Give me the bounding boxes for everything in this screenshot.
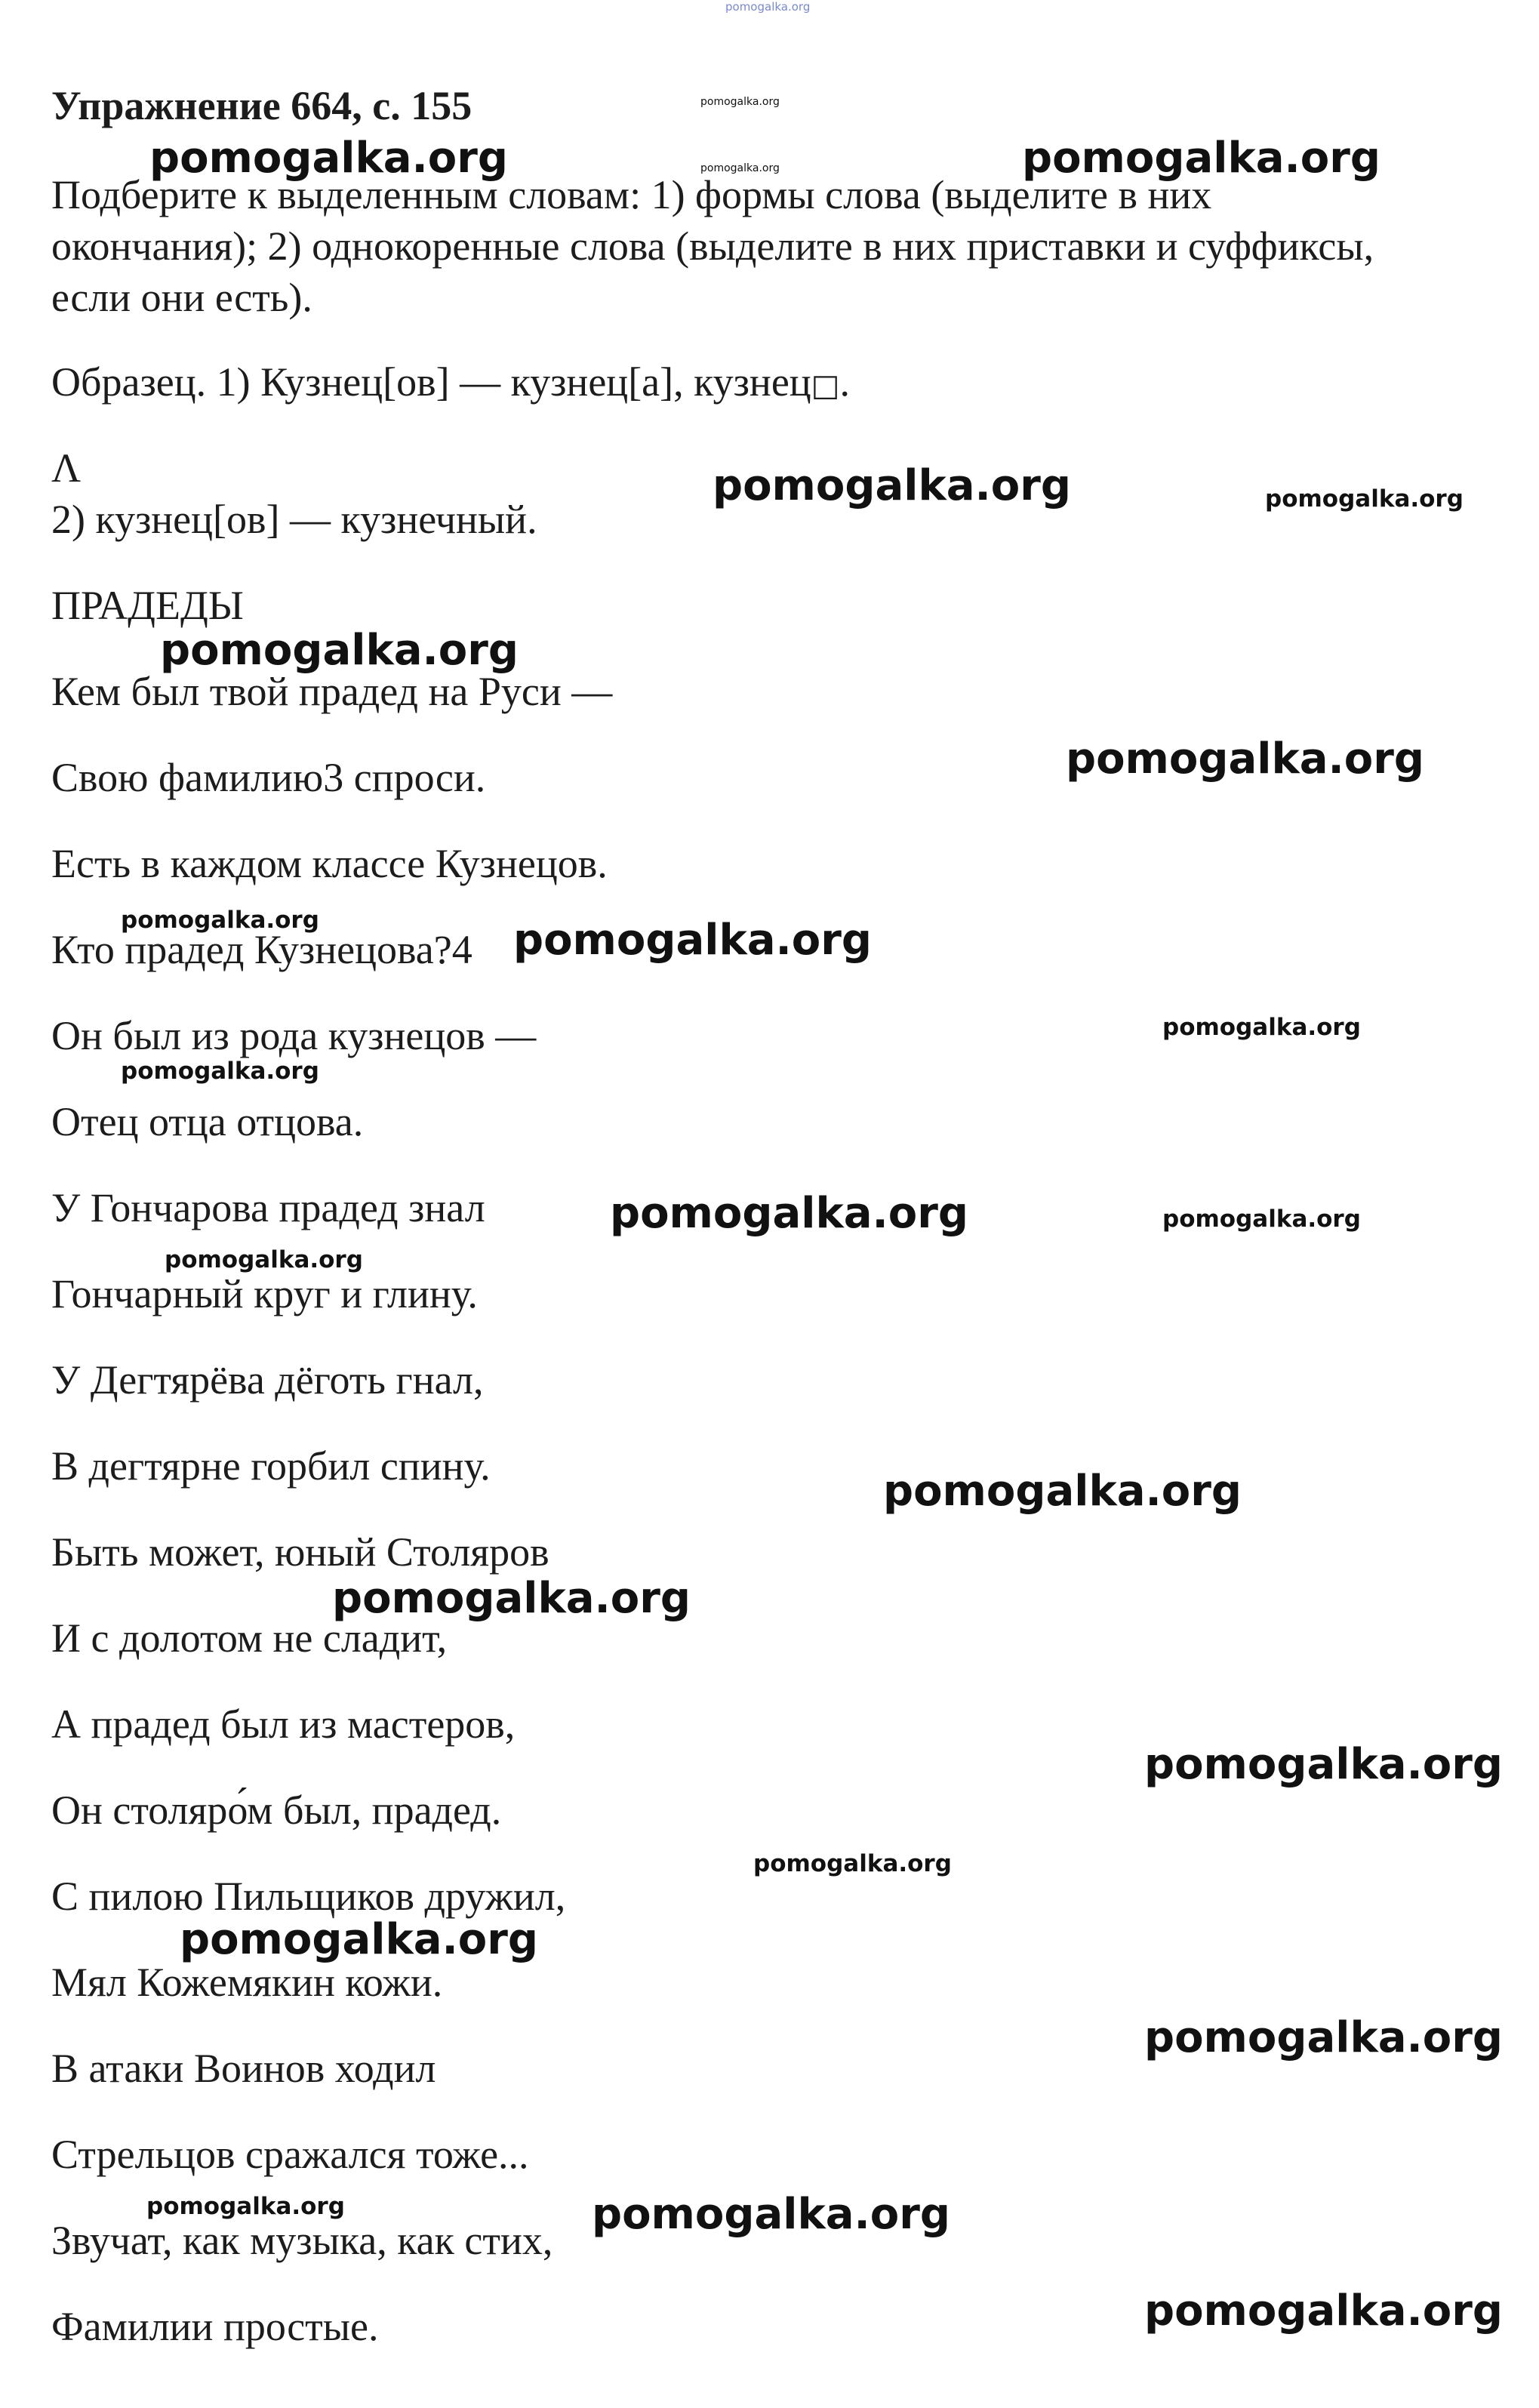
poem-line: А прадед был из мастеров, <box>51 1701 516 1747</box>
watermark: pomogalka.org <box>883 1467 1242 1516</box>
watermark: pomogalka.org <box>592 2190 950 2239</box>
poem-line: Кто прадед Кузнецова?4 <box>51 927 472 972</box>
watermark: pomogalka.org <box>1066 734 1424 784</box>
poem-line: С пилою Пильщиков дружил, <box>51 1874 566 1919</box>
watermark: pomogalka.org <box>1144 2286 1503 2336</box>
poem-line: Он был из рода кузнецов — <box>51 1013 537 1058</box>
example-line-2: 2) кузнец[ов] — кузнечный. <box>51 497 537 542</box>
watermark: pomogalka.org <box>700 162 780 174</box>
poem-line: Мял Кожемякин кожи. <box>51 1960 443 2005</box>
watermark: pomogalka.org <box>332 1574 691 1623</box>
watermark: pomogalka.org <box>1162 1206 1361 1233</box>
watermark: pomogalka.org <box>1144 2013 1503 2062</box>
poem-line: У Дегтярёва дёготь гнал, <box>51 1357 484 1403</box>
watermark: pomogalka.org <box>513 916 872 965</box>
poem-line: И с долотом не сладит, <box>51 1615 448 1661</box>
poem-line: Отец отца отцова. <box>51 1099 364 1144</box>
watermark: pomogalka.org <box>1144 1740 1503 1789</box>
poem-line: Свою фамилию3 спроси. <box>51 755 486 800</box>
poem-line: В дегтярне горбил спину. <box>51 1443 491 1489</box>
watermark: pomogalka.org <box>713 461 1071 510</box>
lambda-mark: Λ <box>51 445 82 491</box>
exercise-title: Упражнение 664, с. 155 <box>51 83 472 128</box>
watermark: pomogalka.org <box>700 96 780 108</box>
watermark: pomogalka.org <box>753 1850 952 1877</box>
missing-glyph-box: □ <box>811 368 840 403</box>
example-end: . <box>839 359 850 405</box>
poem-title: ПРАДЕДЫ <box>51 583 244 628</box>
poem-line: Есть в каждом классе Кузнецов. <box>51 841 608 886</box>
poem-line: Быть может, юный Столяров <box>51 1529 549 1575</box>
watermark: pomogalka.org <box>121 907 319 934</box>
watermark: pomogalka.org <box>1022 134 1380 183</box>
watermark: pomogalka.org <box>149 134 508 183</box>
poem-line: У Гончарова прадед знал <box>51 1185 485 1230</box>
watermark: pomogalka.org <box>165 1246 363 1273</box>
watermark: pomogalka.org <box>1265 485 1464 513</box>
watermark: pomogalka.org <box>180 1915 538 1964</box>
example-line-1 <box>51 358 850 410</box>
poem-line: В атаки Воинов ходил <box>51 2046 436 2091</box>
example-text: Образец. 1) Кузнец[ов] — кузнец[а], кузнец <box>51 359 811 405</box>
poem-line: Фамилии простые. <box>51 2304 379 2349</box>
top-watermark: pomogalka.org <box>725 0 811 14</box>
poem-line: Кем был твой прадед на Руси — <box>51 669 613 714</box>
poem-line: Гончарный круг и глину. <box>51 1271 478 1316</box>
task-line-1: Подберите к выделенным словам: 1) формы слова (выделите в них <box>51 172 1212 217</box>
poem-line: Он столяро́м был, прадед. <box>51 1788 502 1833</box>
watermark: pomogalka.org <box>160 626 519 675</box>
watermark: pomogalka.org <box>121 1058 319 1085</box>
watermark: pomogalka.org <box>146 2193 345 2220</box>
watermark: pomogalka.org <box>1162 1014 1361 1041</box>
task-line-2: окончания); 2) однокоренные слова (выделите в них приставки и суффиксы, <box>51 223 1374 269</box>
poem-line: Стрельцов сражался тоже... <box>51 2132 529 2177</box>
watermark: pomogalka.org <box>610 1189 968 1238</box>
poem-line: Звучат, как музыка, как стих, <box>51 2218 553 2263</box>
task-line-3: если они есть). <box>51 275 312 320</box>
